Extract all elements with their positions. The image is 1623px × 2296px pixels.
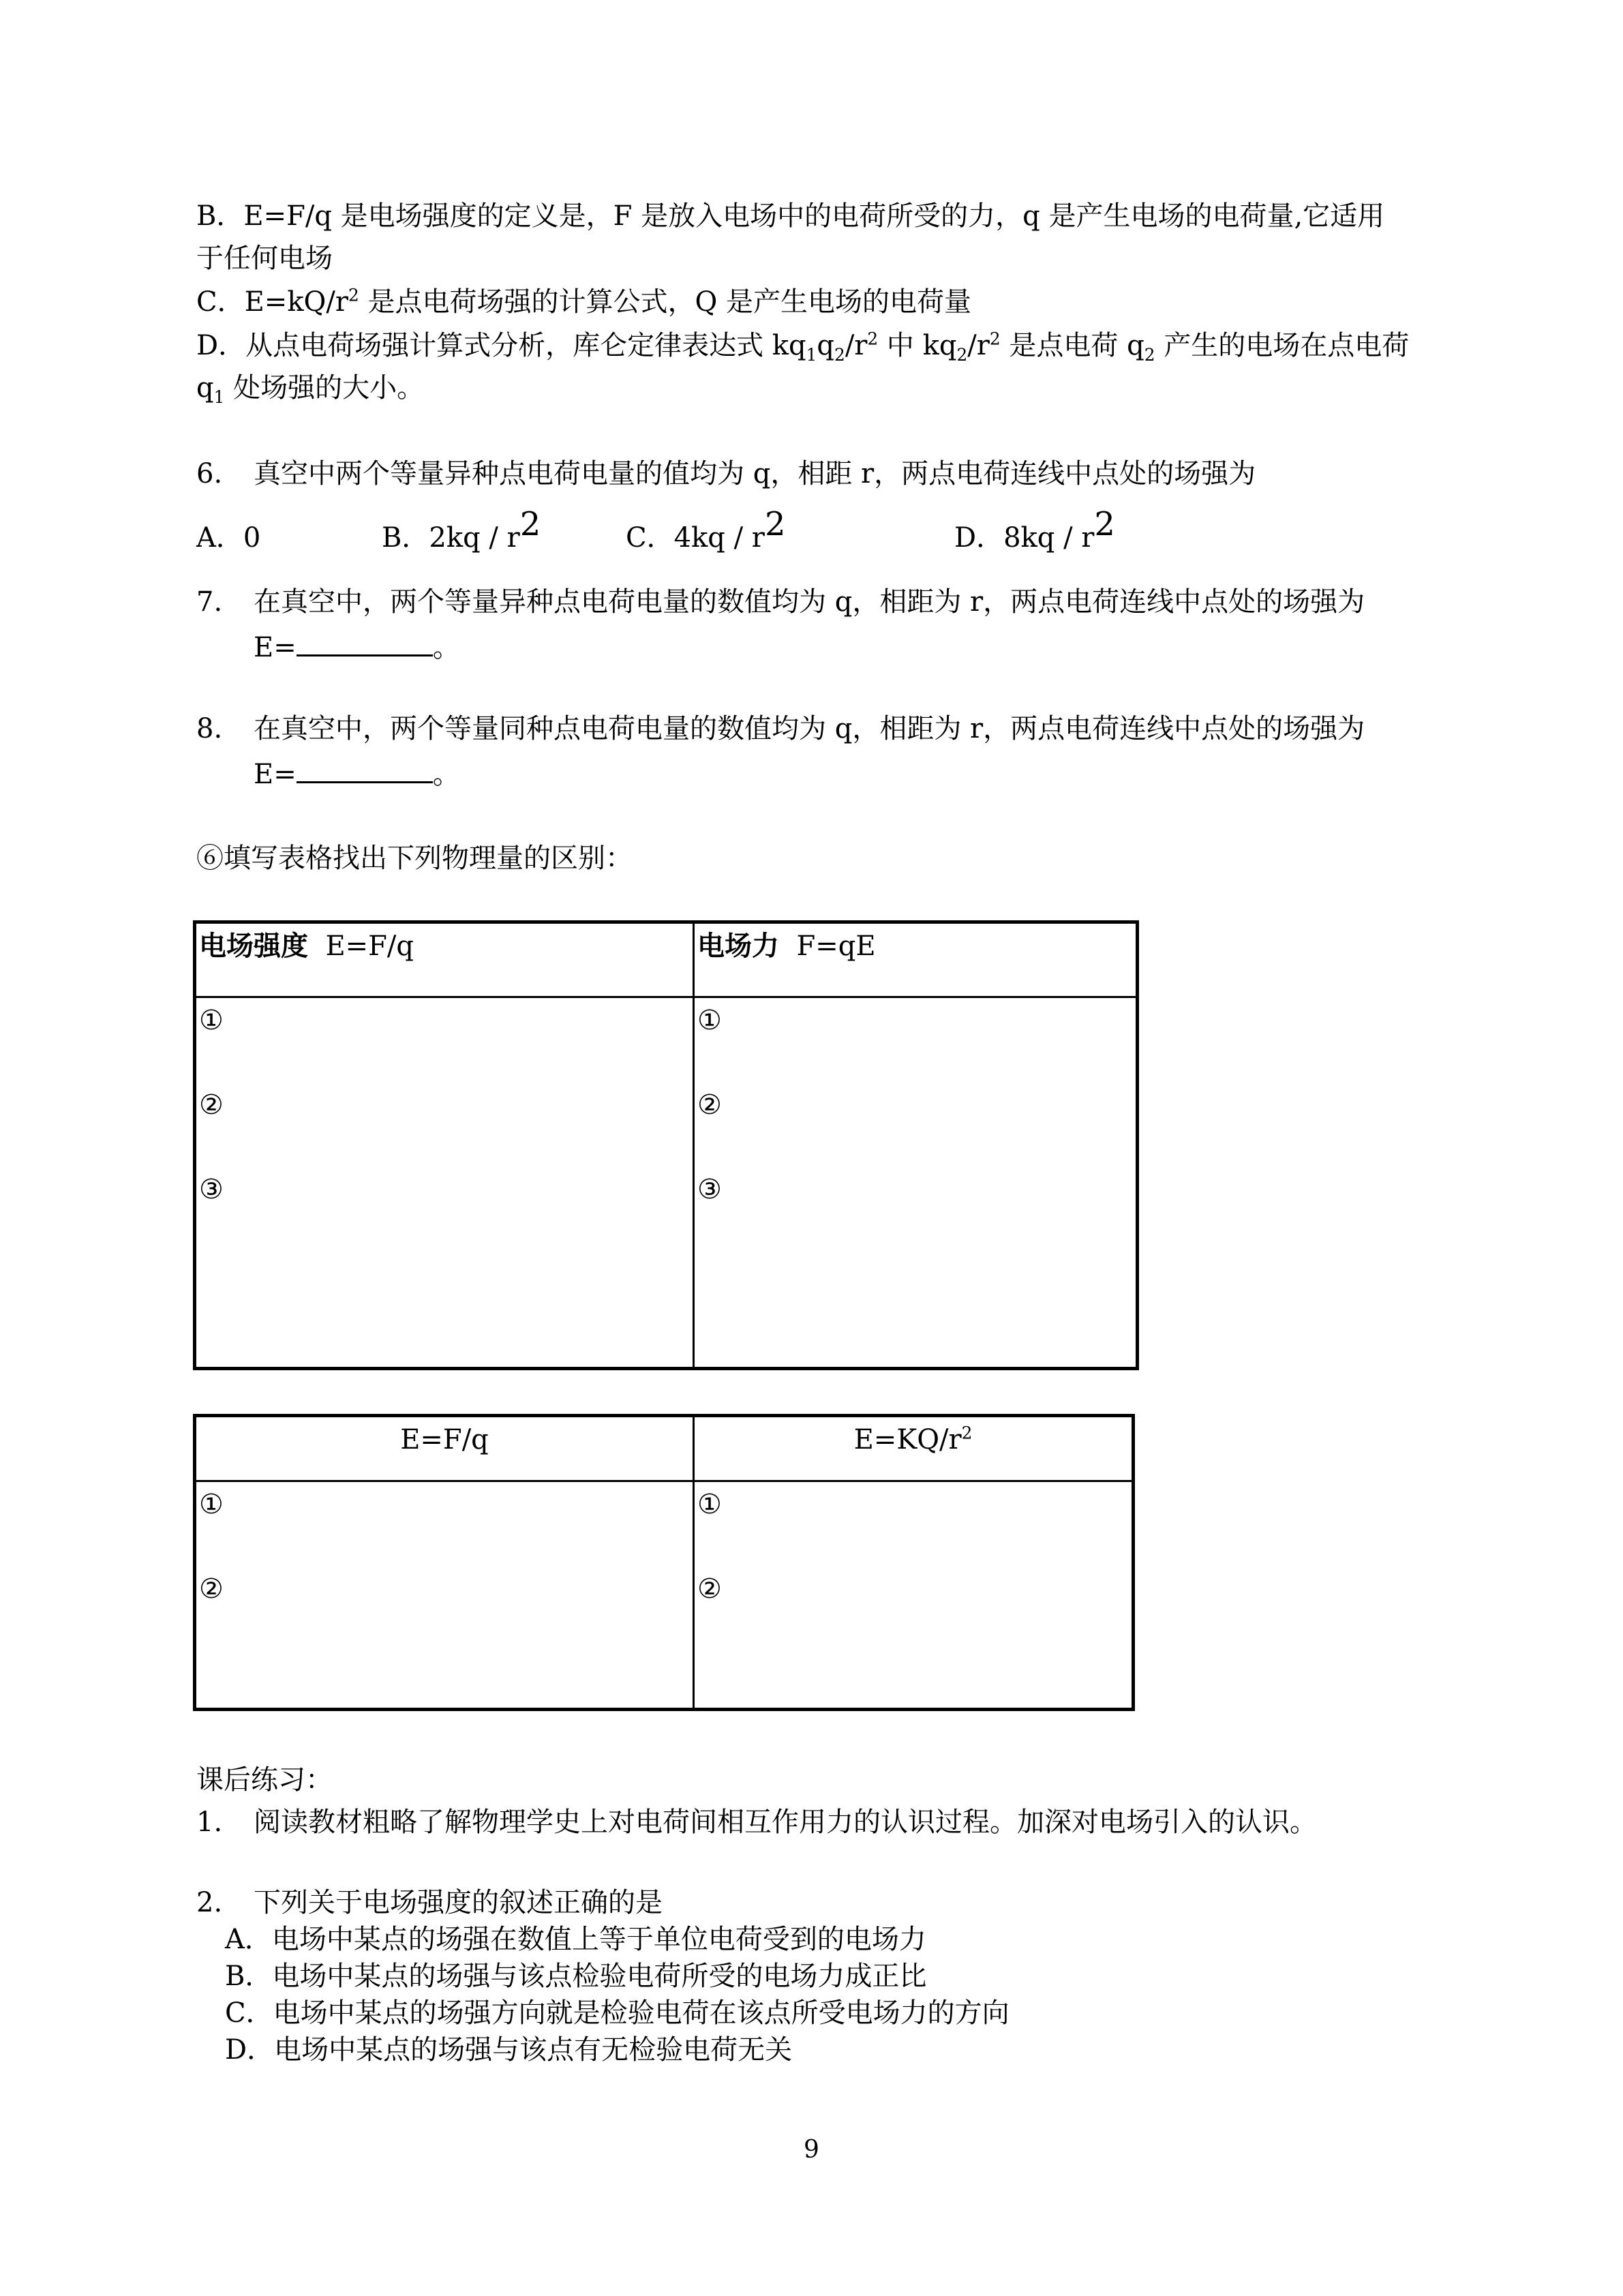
text: 中 kq bbox=[878, 330, 957, 361]
homework-title: 课后练习： bbox=[196, 1764, 333, 1796]
q5-option-d-line2 bbox=[196, 369, 424, 406]
sub: 1 bbox=[806, 345, 817, 365]
answer-prefix: E= bbox=[254, 632, 297, 663]
answer-cell-col2[interactable] bbox=[694, 997, 1138, 1369]
marker-1: ① bbox=[697, 1005, 722, 1036]
header-formula: F=qE bbox=[796, 931, 876, 962]
marker-2: ② bbox=[199, 1089, 224, 1121]
q5-option-d-line1 bbox=[196, 327, 1409, 364]
answer-suffix: 。 bbox=[432, 632, 460, 663]
q6-option-b bbox=[382, 505, 541, 556]
comparison-table-2 bbox=[193, 1414, 1135, 1711]
item-text: 下列关于电场强度的叙述正确的是 bbox=[254, 1887, 663, 1918]
sub: 2 bbox=[834, 345, 845, 365]
homework-item-2 bbox=[196, 1884, 663, 1921]
question-text: 在真空中，两个等量异种点电荷电量的数值均为 q，相距为 r，两点电荷连线中点处的场强为 bbox=[254, 586, 1365, 618]
marker-3: ③ bbox=[199, 1174, 224, 1205]
q8-stem bbox=[196, 710, 1365, 747]
answer-blank[interactable] bbox=[297, 627, 433, 656]
marker-3: ③ bbox=[697, 1174, 722, 1205]
item-number: 1. bbox=[196, 1807, 223, 1838]
header-formula: E=F/q bbox=[400, 1424, 489, 1455]
option-text: B．2kq / r bbox=[382, 522, 520, 554]
page-number: 9 bbox=[804, 2136, 819, 2164]
sub: 2 bbox=[1144, 345, 1155, 365]
answer-prefix: E= bbox=[254, 759, 297, 790]
sup: 2 bbox=[961, 1423, 973, 1443]
answer-cell-col2[interactable] bbox=[694, 1481, 1134, 1710]
text: 产生的电场在点电荷 bbox=[1155, 330, 1410, 361]
option-text: D．8kq / r bbox=[954, 522, 1095, 554]
marker-1: ① bbox=[697, 1489, 722, 1520]
header-label: 电场强度 bbox=[199, 931, 308, 962]
answer-cell-col1[interactable] bbox=[195, 997, 694, 1369]
text: /r bbox=[845, 330, 868, 361]
marker-1: ① bbox=[199, 1489, 224, 1520]
homework-item-2-option-c: C．电场中某点的场强方向就是检验电荷在该点所受电场力的方向 bbox=[225, 1997, 1010, 2029]
text: /r bbox=[967, 330, 990, 361]
table-body-row bbox=[195, 997, 1138, 1369]
q5-option-b-line2: 于任何电场 bbox=[196, 243, 333, 274]
item-number: 2. bbox=[196, 1887, 223, 1918]
homework-item-2-option-a: A．电场中某点的场强在数值上等于单位电荷受到的电场力 bbox=[225, 1924, 926, 1955]
q5-option-b-line1: B．E=F/q 是电场强度的定义是，F 是放入电场中的电荷所受的力，q 是产生电场的电荷量,它适用 bbox=[196, 200, 1385, 232]
answer-cell-col1[interactable] bbox=[195, 1481, 694, 1710]
sup: 2 bbox=[519, 505, 541, 544]
sup: 2 bbox=[1094, 505, 1115, 544]
text: 处场强的大小。 bbox=[224, 372, 425, 404]
q5-option-c-text-a: C．E=kQ/r bbox=[196, 286, 348, 318]
option-text: C．4kq / r bbox=[626, 522, 765, 554]
section-6-title: ⑥填写表格找出下列物理量的区别： bbox=[196, 843, 633, 874]
homework-item-2-option-b: B．电场中某点的场强与该点检验电荷所受的电场力成正比 bbox=[225, 1961, 927, 1992]
item-text: 阅读教材粗略了解物理学史上对电荷间相互作用力的认识过程。加深对电场引入的认识。 bbox=[254, 1807, 1317, 1838]
header-formula: E=KQ/r bbox=[853, 1424, 962, 1455]
homework-item-2-option-d: D．电场中某点的场强与该点有无检验电荷无关 bbox=[225, 2034, 793, 2066]
q6-stem bbox=[196, 455, 1256, 492]
sup: 2 bbox=[989, 329, 1001, 349]
header-cell-point-charge bbox=[694, 1416, 1134, 1481]
header-formula: E=F/q bbox=[325, 931, 414, 962]
sup: 2 bbox=[764, 505, 786, 544]
q5-option-c bbox=[196, 284, 971, 320]
marker-2: ② bbox=[697, 1089, 722, 1121]
header-cell-field-force bbox=[694, 922, 1138, 997]
option-text: A．0 bbox=[196, 522, 261, 554]
q6-option-d bbox=[954, 505, 1115, 556]
q6-option-c bbox=[626, 505, 786, 556]
table-header-row bbox=[195, 922, 1138, 997]
question-text: 真空中两个等量异种点电荷电量的值均为 q，相距 r，两点电荷连线中点处的场强为 bbox=[254, 458, 1256, 489]
marker-2: ② bbox=[697, 1573, 722, 1605]
answer-suffix: 。 bbox=[432, 759, 460, 790]
q6-option-a bbox=[196, 519, 260, 556]
table-body-row bbox=[195, 1481, 1134, 1710]
q7-stem bbox=[196, 584, 1365, 620]
q7-answer bbox=[254, 627, 460, 666]
q5-option-c-text-b: 是点电荷场强的计算公式，Q 是产生电场的电荷量 bbox=[359, 286, 971, 318]
sub: 2 bbox=[956, 345, 968, 365]
sup: 2 bbox=[348, 285, 359, 305]
answer-blank[interactable] bbox=[297, 754, 433, 783]
question-number: 6. bbox=[196, 458, 223, 489]
header-cell-field-strength bbox=[195, 922, 694, 997]
marker-1: ① bbox=[199, 1005, 224, 1036]
sub: 1 bbox=[213, 387, 225, 407]
question-number: 7. bbox=[196, 586, 223, 618]
marker-2: ② bbox=[199, 1573, 224, 1605]
text: D．从点电荷场强计算式分析，库仑定律表达式 kq bbox=[196, 330, 806, 361]
table-header-row bbox=[195, 1416, 1134, 1481]
comparison-table-1 bbox=[193, 920, 1139, 1370]
text: q bbox=[817, 330, 835, 361]
text: q bbox=[196, 372, 214, 404]
question-text: 在真空中，两个等量同种点电荷电量的数值均为 q，相距为 r，两点电荷连线中点处的场强为 bbox=[254, 713, 1365, 744]
question-number: 8. bbox=[196, 713, 223, 744]
header-cell-definition bbox=[195, 1416, 694, 1481]
text: 是点电荷 q bbox=[1000, 330, 1144, 361]
homework-item-1 bbox=[196, 1804, 1317, 1841]
header-label: 电场力 bbox=[697, 931, 779, 962]
sup: 2 bbox=[867, 329, 879, 349]
q8-answer bbox=[254, 754, 460, 793]
